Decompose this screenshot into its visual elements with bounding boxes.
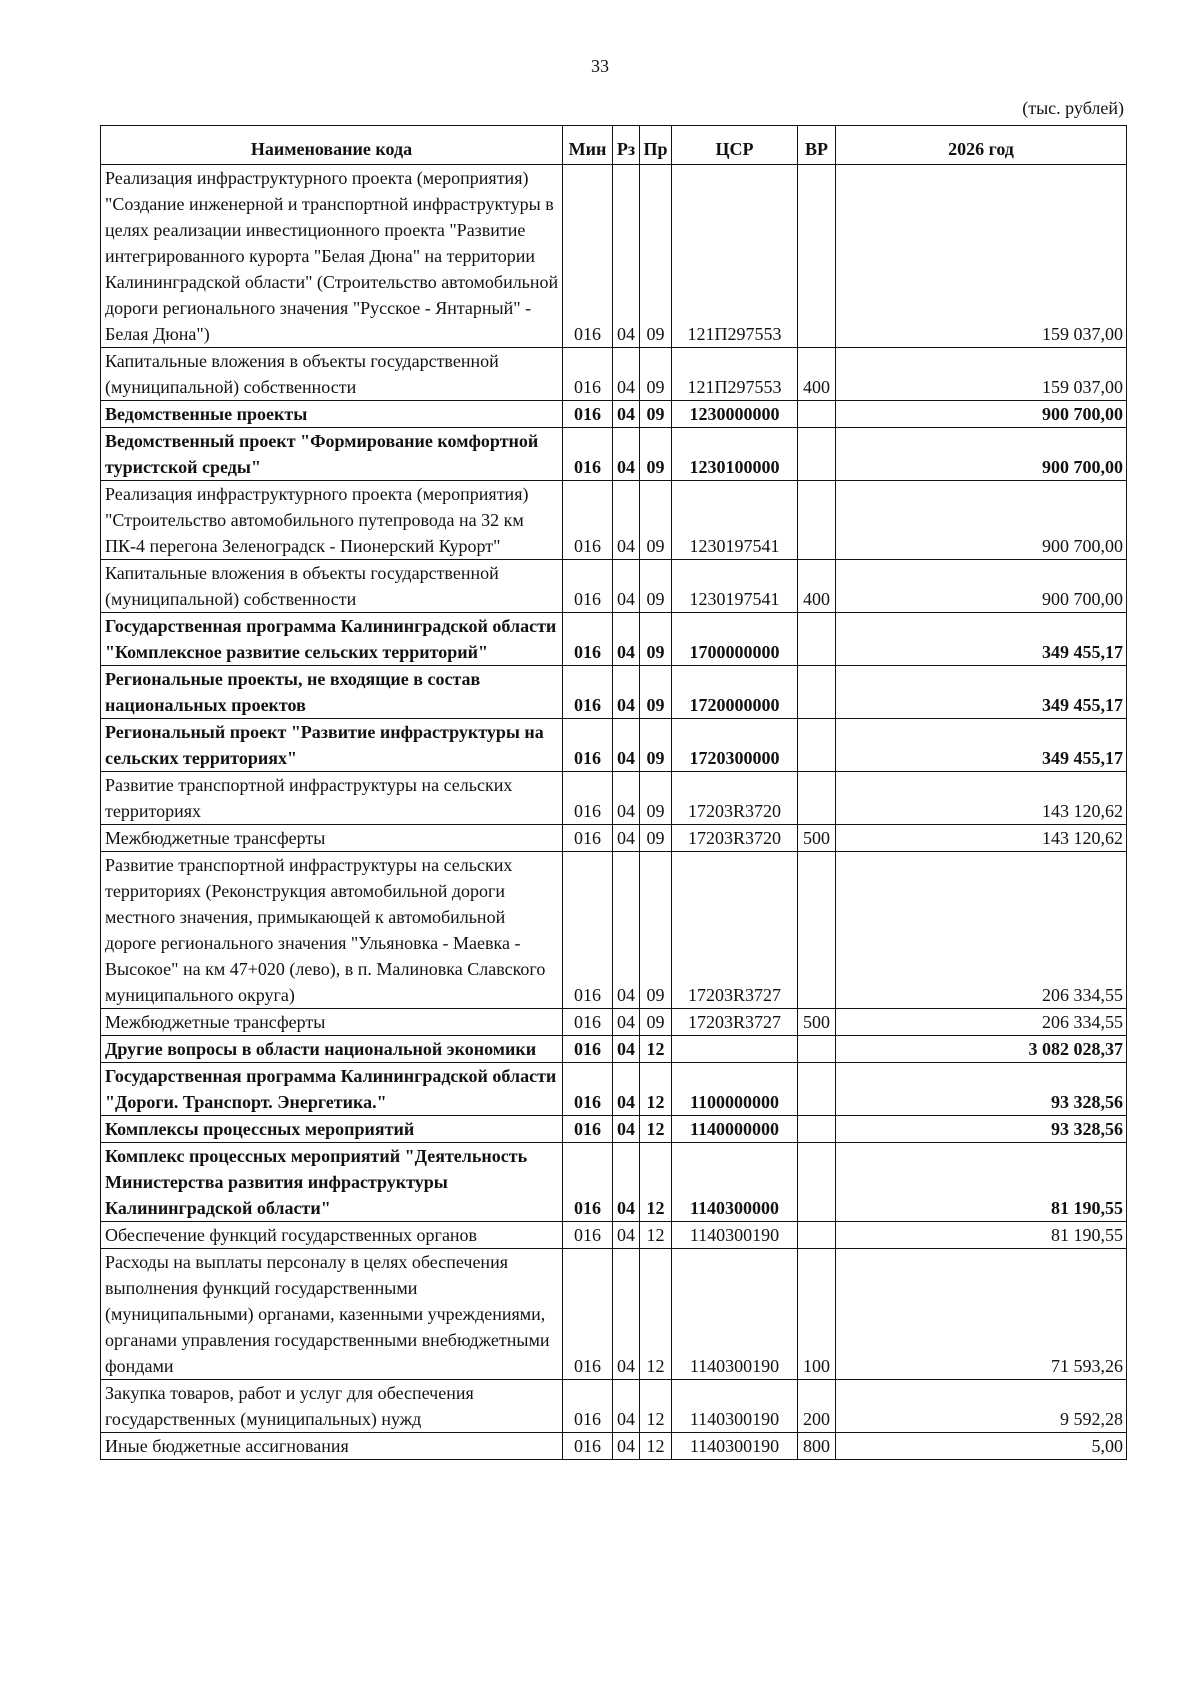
cell-pr: 09 [640, 852, 672, 1009]
cell-csr: 1100000000 [672, 1063, 798, 1116]
cell-name: Другие вопросы в области национальной экономики [101, 1036, 563, 1063]
cell-amount: 71 593,26 [836, 1249, 1127, 1380]
cell-amount: 5,00 [836, 1433, 1127, 1460]
table-row [101, 1116, 1127, 1143]
cell-csr: 1720300000 [672, 719, 798, 772]
cell-name: Расходы на выплаты персоналу в целях обеспечения выполнения функций государственными (муниципальными) органами, казенными учреждениями, органами управления государственными внебюджетными фондами [101, 1249, 563, 1380]
cell-name: Региональный проект "Развитие инфраструктуры на сельских территориях" [101, 719, 563, 772]
cell-csr: 1140300190 [672, 1249, 798, 1380]
cell-min: 016 [563, 1063, 613, 1116]
cell-name: Иные бюджетные ассигнования [101, 1433, 563, 1460]
table-row [101, 666, 1127, 719]
cell-vr: 100 [798, 1249, 836, 1380]
cell-min: 016 [563, 1116, 613, 1143]
units-label: (тыс. рублей) [1022, 98, 1124, 118]
cell-vr [798, 613, 836, 666]
cell-csr: 1140300190 [672, 1433, 798, 1460]
cell-csr: 121П297553 [672, 348, 798, 401]
cell-name: Межбюджетные трансферты [101, 1009, 563, 1036]
cell-min: 016 [563, 1380, 613, 1433]
header-year: 2026 год [836, 126, 1127, 165]
cell-pr: 09 [640, 560, 672, 613]
cell-amount: 206 334,55 [836, 1009, 1127, 1036]
table-header-row [101, 126, 1127, 165]
cell-vr [798, 401, 836, 428]
cell-min: 016 [563, 1143, 613, 1222]
cell-min: 016 [563, 165, 613, 348]
header-pr: Пр [640, 126, 672, 165]
cell-rz: 04 [613, 719, 640, 772]
table-row [101, 852, 1127, 1009]
cell-name: Региональные проекты, не входящие в состав национальных проектов [101, 666, 563, 719]
cell-amount: 206 334,55 [836, 852, 1127, 1009]
cell-vr: 400 [798, 348, 836, 401]
cell-pr: 12 [640, 1222, 672, 1249]
cell-name: Межбюджетные трансферты [101, 825, 563, 852]
cell-name: Комплекс процессных мероприятий "Деятельность Министерства развития инфраструктуры Калининградской области" [101, 1143, 563, 1222]
cell-pr: 09 [640, 719, 672, 772]
cell-vr: 400 [798, 560, 836, 613]
cell-min: 016 [563, 719, 613, 772]
cell-csr: 1230197541 [672, 560, 798, 613]
table-row [101, 1433, 1127, 1460]
cell-amount: 159 037,00 [836, 348, 1127, 401]
cell-min: 016 [563, 560, 613, 613]
cell-vr [798, 1036, 836, 1063]
cell-amount: 9 592,28 [836, 1380, 1127, 1433]
cell-pr: 09 [640, 481, 672, 560]
cell-amount: 93 328,56 [836, 1116, 1127, 1143]
cell-amount: 349 455,17 [836, 613, 1127, 666]
cell-min: 016 [563, 481, 613, 560]
cell-vr: 800 [798, 1433, 836, 1460]
cell-rz: 04 [613, 1116, 640, 1143]
cell-rz: 04 [613, 348, 640, 401]
cell-amount: 349 455,17 [836, 666, 1127, 719]
cell-min: 016 [563, 1009, 613, 1036]
cell-vr: 200 [798, 1380, 836, 1433]
table-row [101, 1143, 1127, 1222]
table-body [101, 165, 1127, 1460]
cell-rz: 04 [613, 1249, 640, 1380]
table-row [101, 1036, 1127, 1063]
table-row [101, 165, 1127, 348]
cell-min: 016 [563, 772, 613, 825]
cell-pr: 09 [640, 613, 672, 666]
cell-name: Обеспечение функций государственных органов [101, 1222, 563, 1249]
cell-rz: 04 [613, 165, 640, 348]
cell-pr: 12 [640, 1249, 672, 1380]
table-row [101, 1222, 1127, 1249]
cell-csr: 1140000000 [672, 1116, 798, 1143]
table-row [101, 1063, 1127, 1116]
cell-amount: 900 700,00 [836, 401, 1127, 428]
cell-name: Закупка товаров, работ и услуг для обеспечения государственных (муниципальных) нужд [101, 1380, 563, 1433]
cell-csr: 1700000000 [672, 613, 798, 666]
cell-csr: 1140300190 [672, 1222, 798, 1249]
cell-pr: 09 [640, 428, 672, 481]
cell-rz: 04 [613, 825, 640, 852]
header-min: Мин [563, 126, 613, 165]
cell-rz: 04 [613, 613, 640, 666]
cell-csr: 1230000000 [672, 401, 798, 428]
cell-min: 016 [563, 613, 613, 666]
table-row [101, 825, 1127, 852]
table-row [101, 401, 1127, 428]
cell-pr: 09 [640, 165, 672, 348]
cell-rz: 04 [613, 1222, 640, 1249]
cell-vr [798, 1222, 836, 1249]
cell-name: Реализация инфраструктурного проекта (мероприятия) "Создание инженерной и транспортной инфраструктуры в целях реализации инвестиционного проекта "Развитие интегрированного курорта "Белая Дюна" на территории Калининградской области" (Строительство автомобильной дороги регионального значения "Русское - Янтарный" - Белая Дюна") [101, 165, 563, 348]
cell-min: 016 [563, 1222, 613, 1249]
cell-pr: 09 [640, 401, 672, 428]
cell-name: Комплексы процессных мероприятий [101, 1116, 563, 1143]
cell-rz: 04 [613, 666, 640, 719]
cell-csr: 1230100000 [672, 428, 798, 481]
cell-rz: 04 [613, 1433, 640, 1460]
cell-name: Развитие транспортной инфраструктуры на сельских территориях [101, 772, 563, 825]
cell-csr: 1140300000 [672, 1143, 798, 1222]
cell-min: 016 [563, 1249, 613, 1380]
header-vr: ВР [798, 126, 836, 165]
cell-name: Государственная программа Калининградской области "Дороги. Транспорт. Энергетика." [101, 1063, 563, 1116]
cell-rz: 04 [613, 1009, 640, 1036]
cell-min: 016 [563, 428, 613, 481]
cell-name: Капитальные вложения в объекты государственной (муниципальной) собственности [101, 560, 563, 613]
table-row [101, 481, 1127, 560]
cell-csr: 121П297553 [672, 165, 798, 348]
header-rz: Рз [613, 126, 640, 165]
cell-pr: 09 [640, 348, 672, 401]
cell-vr: 500 [798, 825, 836, 852]
cell-csr: 17203R3727 [672, 1009, 798, 1036]
cell-csr: 17203R3720 [672, 825, 798, 852]
cell-min: 016 [563, 348, 613, 401]
table-row [101, 772, 1127, 825]
cell-rz: 04 [613, 428, 640, 481]
cell-name: Ведомственный проект "Формирование комфортной туристской среды" [101, 428, 563, 481]
table-row [101, 1249, 1127, 1380]
cell-vr: 500 [798, 1009, 836, 1036]
page-number: 33 [591, 56, 609, 76]
cell-vr [798, 1143, 836, 1222]
cell-amount: 3 082 028,37 [836, 1036, 1127, 1063]
cell-min: 016 [563, 666, 613, 719]
cell-csr [672, 1036, 798, 1063]
cell-rz: 04 [613, 1036, 640, 1063]
cell-rz: 04 [613, 1380, 640, 1433]
cell-vr [798, 852, 836, 1009]
cell-min: 016 [563, 401, 613, 428]
cell-pr: 12 [640, 1116, 672, 1143]
cell-name: Реализация инфраструктурного проекта (мероприятия) "Строительство автомобильного путепровода на 32 км ПК-4 перегона Зеленоградск - Пионерский Курорт" [101, 481, 563, 560]
cell-vr [798, 719, 836, 772]
cell-vr [798, 1063, 836, 1116]
cell-min: 016 [563, 825, 613, 852]
cell-rz: 04 [613, 401, 640, 428]
cell-pr: 12 [640, 1143, 672, 1222]
cell-min: 016 [563, 1433, 613, 1460]
cell-csr: 17203R3727 [672, 852, 798, 1009]
cell-amount: 349 455,17 [836, 719, 1127, 772]
cell-name: Государственная программа Калининградской области "Комплексное развитие сельских территорий" [101, 613, 563, 666]
cell-csr: 1140300190 [672, 1380, 798, 1433]
table-row [101, 1009, 1127, 1036]
table-row [101, 348, 1127, 401]
cell-pr: 12 [640, 1380, 672, 1433]
header-csr: ЦСР [672, 126, 798, 165]
header-name: Наименование кода [101, 126, 563, 165]
cell-amount: 93 328,56 [836, 1063, 1127, 1116]
table-row [101, 613, 1127, 666]
cell-amount: 900 700,00 [836, 481, 1127, 560]
cell-pr: 12 [640, 1063, 672, 1116]
table-row [101, 719, 1127, 772]
cell-amount: 81 190,55 [836, 1143, 1127, 1222]
cell-amount: 81 190,55 [836, 1222, 1127, 1249]
cell-amount: 143 120,62 [836, 825, 1127, 852]
budget-table [100, 125, 1127, 1460]
cell-amount: 900 700,00 [836, 428, 1127, 481]
cell-pr: 12 [640, 1433, 672, 1460]
cell-min: 016 [563, 1036, 613, 1063]
cell-rz: 04 [613, 852, 640, 1009]
cell-amount: 900 700,00 [836, 560, 1127, 613]
table-row [101, 1380, 1127, 1433]
cell-pr: 09 [640, 772, 672, 825]
cell-amount: 143 120,62 [836, 772, 1127, 825]
cell-rz: 04 [613, 1063, 640, 1116]
cell-pr: 09 [640, 666, 672, 719]
cell-min: 016 [563, 852, 613, 1009]
cell-vr [798, 772, 836, 825]
cell-pr: 09 [640, 1009, 672, 1036]
cell-rz: 04 [613, 481, 640, 560]
cell-amount: 159 037,00 [836, 165, 1127, 348]
cell-csr: 1230197541 [672, 481, 798, 560]
table-row [101, 428, 1127, 481]
cell-pr: 12 [640, 1036, 672, 1063]
cell-name: Ведомственные проекты [101, 401, 563, 428]
cell-vr [798, 165, 836, 348]
cell-vr [798, 1116, 836, 1143]
cell-pr: 09 [640, 825, 672, 852]
cell-rz: 04 [613, 1143, 640, 1222]
cell-vr [798, 428, 836, 481]
cell-name: Капитальные вложения в объекты государственной (муниципальной) собственности [101, 348, 563, 401]
cell-vr [798, 666, 836, 719]
cell-csr: 17203R3720 [672, 772, 798, 825]
cell-csr: 1720000000 [672, 666, 798, 719]
cell-rz: 04 [613, 772, 640, 825]
cell-rz: 04 [613, 560, 640, 613]
cell-name: Развитие транспортной инфраструктуры на сельских территориях (Реконструкция автомобильной дороги местного значения, примыкающей к автомобильной дороге регионального значения "Ульяновка - Маевка - Высокое" на км 47+020 (лево), в п. Малиновка Славского муниципального округа) [101, 852, 563, 1009]
table-row [101, 560, 1127, 613]
cell-vr [798, 481, 836, 560]
